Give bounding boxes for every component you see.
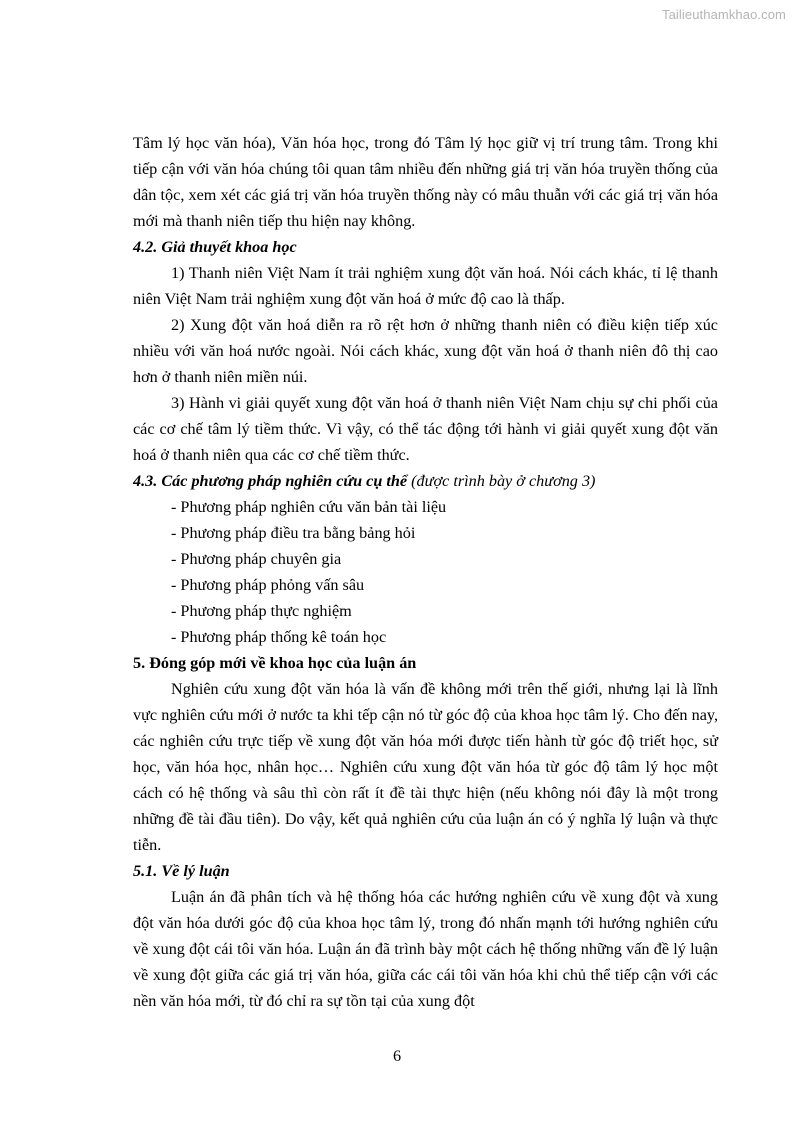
page-content [133,130,718,1014]
method-item: - Phương pháp nghiên cứu văn bản tài liệu [171,498,447,516]
page-number: 6 [392,1047,402,1065]
section-heading-4-3 [133,468,718,494]
heading-text: 4.3. Các phương pháp nghiên cứu cụ thể [133,472,408,490]
hypothesis-2: 2) Xung đột văn hoá diễn ra rõ rệt hơn ở những thanh niên có điều kiện tiếp xúc nhiều với văn hoá nước ngoài. Nói cách khác, xung đột văn hoá ở thanh niên đô thị cao hơn ở thanh niên miền núi. [133,316,718,386]
hypothesis-3: 3) Hành vi giải quyết xung đột văn hoá ở thanh niên Việt Nam chịu sự chi phối của các cơ chế tâm lý tiềm thức. Vì vậy, có thể tác động tới hành vi giải quyết xung đột văn hoá ở thanh niên qua các cơ chế tiềm thức. [133,394,718,464]
section-heading-5: 5. Đóng góp mới về khoa học của luận án [133,654,417,672]
heading-note: (được trình bày ở chương 3) [407,472,596,490]
paragraph: Luận án đã phân tích và hệ thống hóa các hướng nghiên cứu về xung đột và xung đột văn hóa dưới góc độ của khoa học tâm lý, trong đó nhấn mạnh tới hướng nghiên cứu về xung đột cái tôi văn hóa. Luận án đã trình bày một cách hệ thống những vấn đề lý luận về xung đột giữa các giá trị văn hóa, giữa các cái tôi văn hóa khi chủ thể tiếp cận với các nền văn hóa mới, từ đó chỉ ra sự tồn tại của xung đột [133,888,718,1010]
watermark: Tailieuthamkhao.com [661,7,786,22]
method-item: - Phương pháp thống kê toán học [171,628,387,646]
method-item: - Phương pháp chuyên gia [171,550,342,568]
method-item: - Phương pháp phỏng vấn sâu [171,576,365,594]
paragraph: Nghiên cứu xung đột văn hóa là vấn đề không mới trên thế giới, nhưng lại là lĩnh vực nghiên cứu mới ở nước ta khi tếp cận nó từ góc độ của khoa học tâm lý. Cho đến nay, các nghiên cứu trực tiếp về xung đột văn hóa mới được tiến hành từ góc độ triết học, sử học, văn hóa học, nhân học… Nghiên cứu xung đột văn hóa từ góc độ tâm lý học một cách có hệ thống và sâu thì còn rất ít đề tài thực hiện (nếu không nói đây là một trong những đề tài đầu tiên). Do vậy, kết quả nghiên cứu của luận án có ý nghĩa lý luận và thực tiễn. [133,680,718,854]
section-heading-5-1: 5.1. Về lý luận [133,862,230,880]
paragraph: Tâm lý học văn hóa), Văn hóa học, trong đó Tâm lý học giữ vị trí trung tâm. Trong khi tiếp cận với văn hóa chúng tôi quan tâm nhiều đến những giá trị văn hóa truyền thống của dân tộc, xem xét các giá trị văn hóa truyền thống này có mâu thuẫn với các giá trị văn hóa mới mà thanh niên tiếp thu hiện nay không. [133,134,718,230]
hypothesis-1: 1) Thanh niên Việt Nam ít trải nghiệm xung đột văn hoá. Nói cách khác, tỉ lệ thanh niên Việt Nam trải nghiệm xung đột văn hoá ở mức độ cao là thấp. [133,264,718,308]
method-item: - Phương pháp điều tra bằng bảng hỏi [171,524,416,542]
section-heading-4-2: 4.2. Giả thuyết khoa học [133,238,297,256]
method-item: - Phương pháp thực nghiệm [171,602,352,620]
